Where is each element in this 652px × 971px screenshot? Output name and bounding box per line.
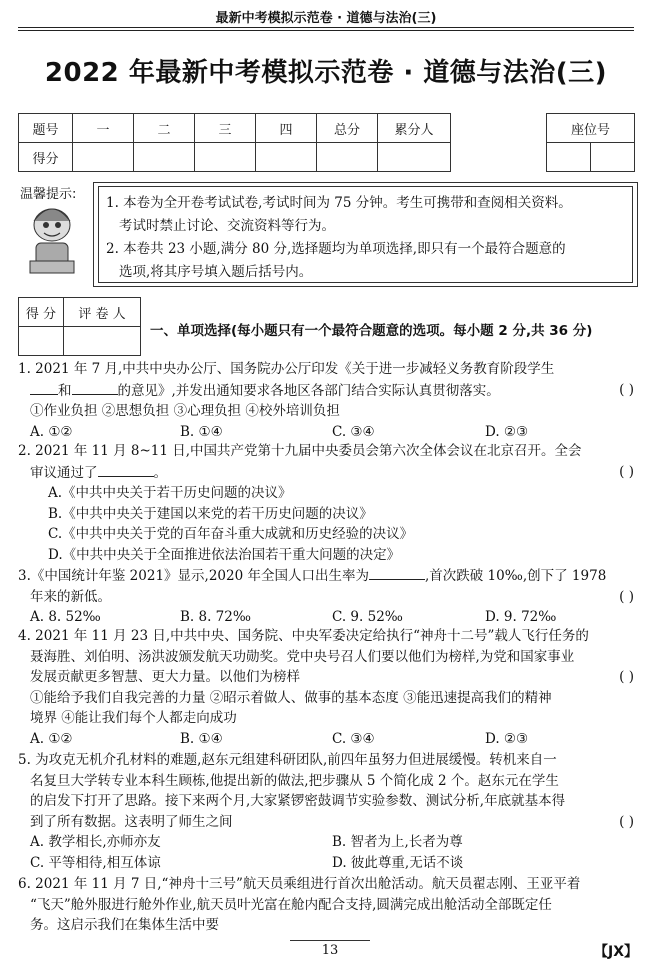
- answer-blank[interactable]: [30, 380, 58, 395]
- question-text: 年来的新低。 ( ): [18, 587, 640, 608]
- question-text: 4. 2021 年 11 月 23 日,中共中央、国务院、中央军委决定给执行“神舟十二号”载人飞行任务的: [18, 628, 589, 644]
- score-cell[interactable]: [134, 143, 195, 172]
- option-b[interactable]: B. ①④: [180, 423, 223, 440]
- option-b[interactable]: B. 8. 72‰: [180, 609, 251, 625]
- option-d[interactable]: D. 彼此尊重,无话不谈: [332, 854, 464, 871]
- question-text: 务。这启示我们在集体生活中要: [30, 917, 219, 933]
- options-row: [18, 832, 640, 853]
- tip-line: 1. 本卷为全开卷考试试卷,考试时间为 75 分钟。考生可携带和查阅相关资料。: [106, 195, 572, 211]
- option-c[interactable]: C. 平等相待,相互体谅: [30, 854, 161, 871]
- seat-cell[interactable]: [547, 143, 591, 172]
- question-text: 审议通过了 。 ( ): [30, 463, 634, 481]
- tips-text: [106, 192, 631, 284]
- option-c[interactable]: C. ③④: [332, 730, 375, 747]
- score-header-cell: 累分人: [378, 114, 451, 143]
- footer-tag: 【JX】: [594, 944, 639, 960]
- score-table: [18, 113, 451, 172]
- question-1: [18, 359, 640, 442]
- option-a[interactable]: A. 教学相长,亦师亦友: [30, 834, 161, 850]
- answer-bracket[interactable]: ( ): [619, 813, 634, 830]
- option-a[interactable]: A.《中共中央关于若干历史问题的决议》: [48, 485, 292, 501]
- tip-line: 2. 本卷共 23 小题,满分 80 分,选择题均为单项选择,即只有一个最符合题意的: [106, 241, 566, 257]
- question-6: [18, 874, 640, 936]
- options-row: [18, 607, 640, 628]
- score-cell[interactable]: [317, 143, 378, 172]
- score-header-cell: 二: [134, 114, 195, 143]
- answer-bracket[interactable]: ( ): [619, 669, 634, 685]
- score-cell[interactable]: [73, 143, 134, 172]
- option-d[interactable]: D.《中共中央关于全面推进依法治国若干重大问题的决定》: [48, 546, 401, 563]
- answer-blank[interactable]: [72, 380, 118, 395]
- grader-table: [18, 297, 141, 356]
- score-header-cell: 三: [195, 114, 256, 143]
- seat-label: 座位号: [547, 114, 635, 143]
- option-d[interactable]: D. ②③: [485, 730, 529, 747]
- question-text: 6. 2021 年 11 月 7 日,“神舟十三号”航天员乘组进行首次出舱活动。航天员翟志刚、王亚平着: [18, 876, 581, 892]
- answer-bracket[interactable]: ( ): [619, 381, 634, 398]
- question-4: [18, 626, 640, 749]
- score-row-label: 得分: [19, 143, 73, 172]
- question-statements: ①作业负担 ②思想负担 ③心理负担 ④校外培训负担: [30, 403, 340, 419]
- question-text: 和 的意见》,并发出通知要求各地区各部门结合实际认真贯彻落实。 ( ): [18, 380, 640, 402]
- grader-score-cell[interactable]: [19, 327, 64, 356]
- seat-table: [546, 113, 635, 172]
- option-c[interactable]: C. 9. 52‰: [332, 609, 403, 625]
- score-cell[interactable]: [195, 143, 256, 172]
- score-cell[interactable]: [256, 143, 317, 172]
- option-d[interactable]: D. ②③: [485, 423, 529, 440]
- question-statements: ①能给予我们自我完善的力量 ②昭示着做人、做事的基本态度 ③能迅速提高我们的精神: [30, 689, 552, 706]
- options-row: [18, 853, 640, 874]
- grader-person-label: 评 卷 人: [64, 298, 141, 327]
- option-a[interactable]: A. ①②: [30, 423, 73, 440]
- question-statements: 境界 ④能让我们每个人都走向成功: [30, 710, 237, 726]
- answer-blank[interactable]: [98, 462, 154, 477]
- question-5: [18, 750, 640, 873]
- running-header: 最新中考模拟示范卷 · 道德与法治(三): [215, 11, 437, 26]
- score-header-cell: 一: [73, 114, 134, 143]
- question-text: 5. 为攻克无机介孔材料的难题,赵东元组建科研团队,前四年虽努力但进展缓慢。转机来自一: [18, 752, 557, 768]
- question-2: [18, 441, 640, 565]
- option-b[interactable]: B.《中共中央关于建国以来党的若干历史问题的决议》: [48, 505, 373, 522]
- question-text: 2. 2021 年 11 月 8~11 日,中国共产党第十九届中央委员会第六次全体会议在北京召开。全会: [18, 443, 582, 459]
- page-number: 13: [321, 943, 339, 958]
- question-text: 发展贡献更多智慧、更大力量。以他们为榜样 ( ): [18, 667, 640, 688]
- question-text: 到了所有数据。这表明了师生之间 ( ): [18, 812, 640, 833]
- grader-person-cell[interactable]: [64, 327, 141, 356]
- question-3: [18, 565, 640, 628]
- header-rule-thin: [18, 30, 634, 31]
- answer-bracket[interactable]: ( ): [619, 463, 634, 480]
- option-d[interactable]: D. 9. 72‰: [485, 609, 557, 625]
- question-text: 的启发下打开了思路。接下来两个月,大家紧锣密鼓调节实验参数、测试分析,年底就基本得: [30, 793, 566, 809]
- option-c[interactable]: C.《中共中央关于党的百年奋斗重大成就和历史经验的决议》: [48, 526, 414, 542]
- question-text: 聂海胜、刘伯明、汤洪波颁发航天功勋奖。党中央号召人们要以他们为榜样,为党和国家事业: [30, 648, 575, 665]
- score-header-cell: 四: [256, 114, 317, 143]
- options-row: [18, 422, 640, 443]
- seat-cell[interactable]: [591, 143, 635, 172]
- option-a[interactable]: A. 8. 52‰: [30, 609, 101, 625]
- answer-blank[interactable]: [369, 565, 425, 580]
- question-text: 3.《中国统计年鉴 2021》显示,2020 年全国人口出生率为 ,首次跌破 10‰,创下了 1978: [18, 565, 640, 587]
- answer-bracket[interactable]: ( ): [619, 588, 634, 605]
- option-a[interactable]: A. ①②: [30, 730, 73, 747]
- score-cell[interactable]: [378, 143, 451, 172]
- grader-score-label: 得 分: [19, 298, 64, 327]
- score-header-cell: 题号: [19, 114, 73, 143]
- question-text: 名复旦大学转专业本科生顾栋,他提出新的做法,把步骤从 5 个简化成 2 个。赵东元在学生: [30, 772, 559, 789]
- question-text: 1. 2021 年 7 月,中共中央办公厅、国务院办公厅印发《关于进一步减轻义务教育阶段学生: [18, 361, 555, 377]
- tips-label: 温馨提示:: [20, 187, 77, 202]
- page-title: 2022 年最新中考模拟示范卷 · 道德与法治(三): [44, 58, 608, 88]
- tip-line: 选项,将其序号填入题后括号内。: [119, 264, 313, 280]
- footer-rule: [290, 940, 370, 941]
- section-title: 一、单项选择(每小题只有一个最符合题意的选项。每小题 2 分,共 36 分): [150, 323, 593, 339]
- mascot-image: [26, 203, 78, 275]
- header-rule: [18, 27, 634, 28]
- options-row: [18, 729, 640, 750]
- score-header-cell: 总分: [317, 114, 378, 143]
- option-b[interactable]: B. 智者为上,长者为尊: [332, 834, 463, 850]
- tip-line: 考试时禁止讨论、交流资料等行为。: [119, 218, 335, 234]
- option-c[interactable]: C. ③④: [332, 423, 375, 440]
- option-b[interactable]: B. ①④: [180, 730, 223, 747]
- question-text: “飞天”舱外服进行舱外作业,航天员叶光富在舱内配合支持,圆满完成出舱活动全部既定任: [30, 896, 552, 913]
